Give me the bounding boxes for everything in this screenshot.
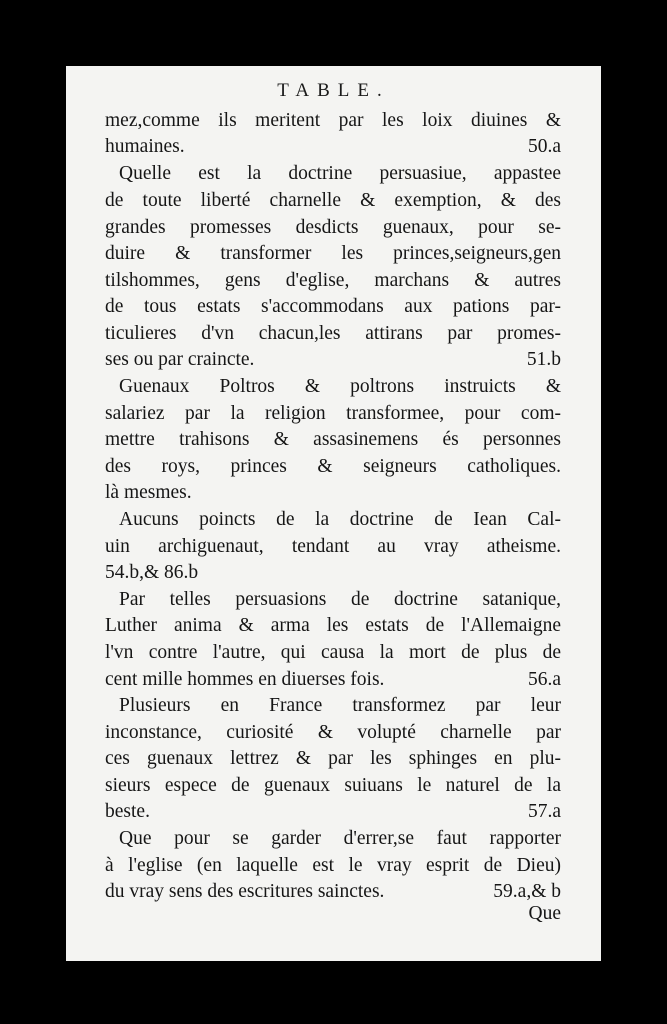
- page-reference: 56.a: [527, 669, 561, 690]
- text-line: sieurs espece de guenaux suiuans le naturel de la: [105, 775, 561, 796]
- text-line: des roys, princes & seigneurs catholiques.: [105, 456, 561, 477]
- page-reference: 51.b: [526, 349, 561, 370]
- text-line: humaines. 50.a: [105, 134, 561, 160]
- text-line: l'vn contre l'autre, qui causa la mort de plus de: [105, 642, 561, 663]
- entry-first-line: Guenaux Poltros & poltrons instruicts &: [119, 376, 561, 397]
- text-line: de toute liberté charnelle & exemption, & des: [105, 190, 561, 211]
- text-line: mettre trahisons & assasinemens és personnes: [105, 429, 561, 450]
- text-line: ticulieres d'vn chacun,les attirans par promes-: [105, 323, 561, 344]
- text-line: mez,comme ils meritent par les loix diuines &: [105, 110, 561, 131]
- text-line: à l'eglise (en laquelle est le vray esprit de Dieu): [105, 855, 561, 876]
- book-page: [66, 66, 601, 961]
- entry-first-line: Quelle est la doctrine persuasiue, appastee: [119, 163, 561, 184]
- entry-first-line: Par telles persuasions de doctrine satanique,: [119, 589, 561, 610]
- text-line: beste. 57.a: [105, 799, 561, 825]
- text-line: cent mille hommes en diuerses fois. 56.a: [105, 667, 561, 693]
- text-line: tilshommes, gens d'eglise, marchans & autres: [105, 270, 561, 291]
- text-line: de tous estats s'accommodans aux pations par-: [105, 296, 561, 317]
- text-line: inconstance, curiosité & volupté charnelle par: [105, 722, 561, 743]
- running-header: TABLE.: [277, 80, 390, 101]
- text-line: là mesmes.: [105, 482, 192, 503]
- text-line: Luther anima & arma les estats de l'Allemaigne: [105, 615, 561, 636]
- text-line: duire & transformer les princes,seigneurs,gen: [105, 243, 561, 264]
- page-reference: 59.a,& b: [493, 881, 561, 902]
- catchword: Que: [528, 903, 561, 924]
- text-line: du vray sens des escritures sainctes. 59.a,& b: [105, 879, 561, 905]
- page-reference: 57.a: [527, 801, 561, 822]
- text-line: ces guenaux lettrez & par les sphinges en plu-: [105, 748, 561, 769]
- page-reference: 50.a: [527, 136, 561, 157]
- entry-first-line: Plusieurs en France transformez par leur: [119, 695, 561, 716]
- text-line: 54.b,& 86.b: [105, 562, 199, 583]
- text-line: ses ou par craincte. 51.b: [105, 347, 561, 373]
- text-line: grandes promesses desdicts guenaux, pour se-: [105, 217, 561, 238]
- entry-first-line: Aucuns poincts de la doctrine de Iean Cal-: [119, 509, 561, 530]
- text-line: salariez par la religion transformee, pour com-: [105, 403, 561, 424]
- entry-first-line: Que pour se garder d'errer,se faut rapporter: [119, 828, 561, 849]
- text-line: uin archiguenaut, tendant au vray atheisme.: [105, 536, 561, 557]
